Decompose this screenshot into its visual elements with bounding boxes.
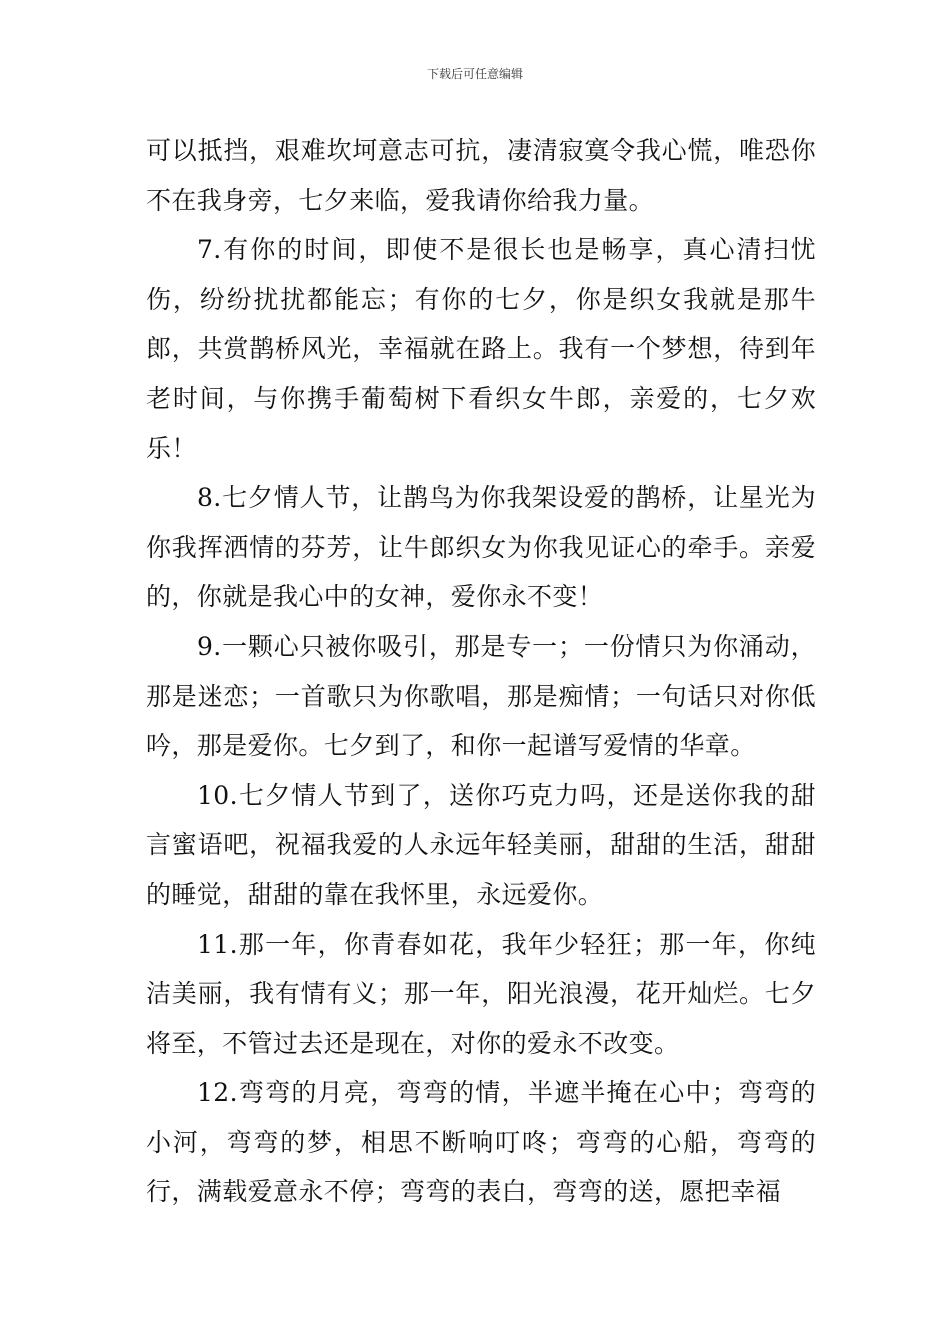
paragraph-item-12: 12.弯弯的月亮，弯弯的情，半遮半掩在心中；弯弯的小河，弯弯的梦，相思不断响叮咚；弯弯的心船，弯弯的行，满载爱意永不停；弯弯的表白，弯弯的送，愿把幸福 xyxy=(146,1078,816,1207)
paragraph-item-11: 11.那一年，你青春如花，我年少轻狂；那一年，你纯洁美丽，我有情有义；那一年，阳光浪漫，花开灿烂。七夕将至，不管过去还是现在，对你的爱永不改变。 xyxy=(146,929,816,1058)
paragraph-item-9: 9.一颗心只被你吸引，那是专一；一份情只为你涌动，那是迷恋；一首歌只为你歌唱，那是痴情；一句话只对你低吟，那是爱你。七夕到了，和你一起谱写爱情的华章。 xyxy=(146,631,816,761)
paragraph-item-10: 10.七夕情人节到了，送你巧克力吗，还是送你我的甜言蜜语吧，祝福我爱的人永远年轻美丽，甜甜的生活，甜甜的睡觉，甜甜的靠在我怀里，永远爱你。 xyxy=(146,780,816,909)
paragraph-item-7: 7.有你的时间，即使不是很长也是畅享，真心清扫忧伤，纷纷扰扰都能忘；有你的七夕，你是织女我就是那牛郎，共赏鹊桥风光，幸福就在路上。我有一个梦想，待到年老时间，与你携手葡萄树下看织女牛郎，亲爱的，七夕欢乐！ xyxy=(146,235,816,463)
paragraph-continuation: 可以抵挡，艰难坎坷意志可抗，凄清寂寞令我心慌，唯恐你不在我身旁，七夕来临，爱我请你给我力量。 xyxy=(146,136,816,215)
paragraph-item-8: 8.七夕情人节，让鹊鸟为你我架设爱的鹊桥，让星光为你我挥洒情的芬芳，让牛郎织女为你我见证心的牵手。亲爱的，你就是我心中的女神，爱你永不变！ xyxy=(146,483,816,612)
document-body xyxy=(146,126,816,1217)
page-header: 下载后可任意编辑 xyxy=(426,67,523,81)
